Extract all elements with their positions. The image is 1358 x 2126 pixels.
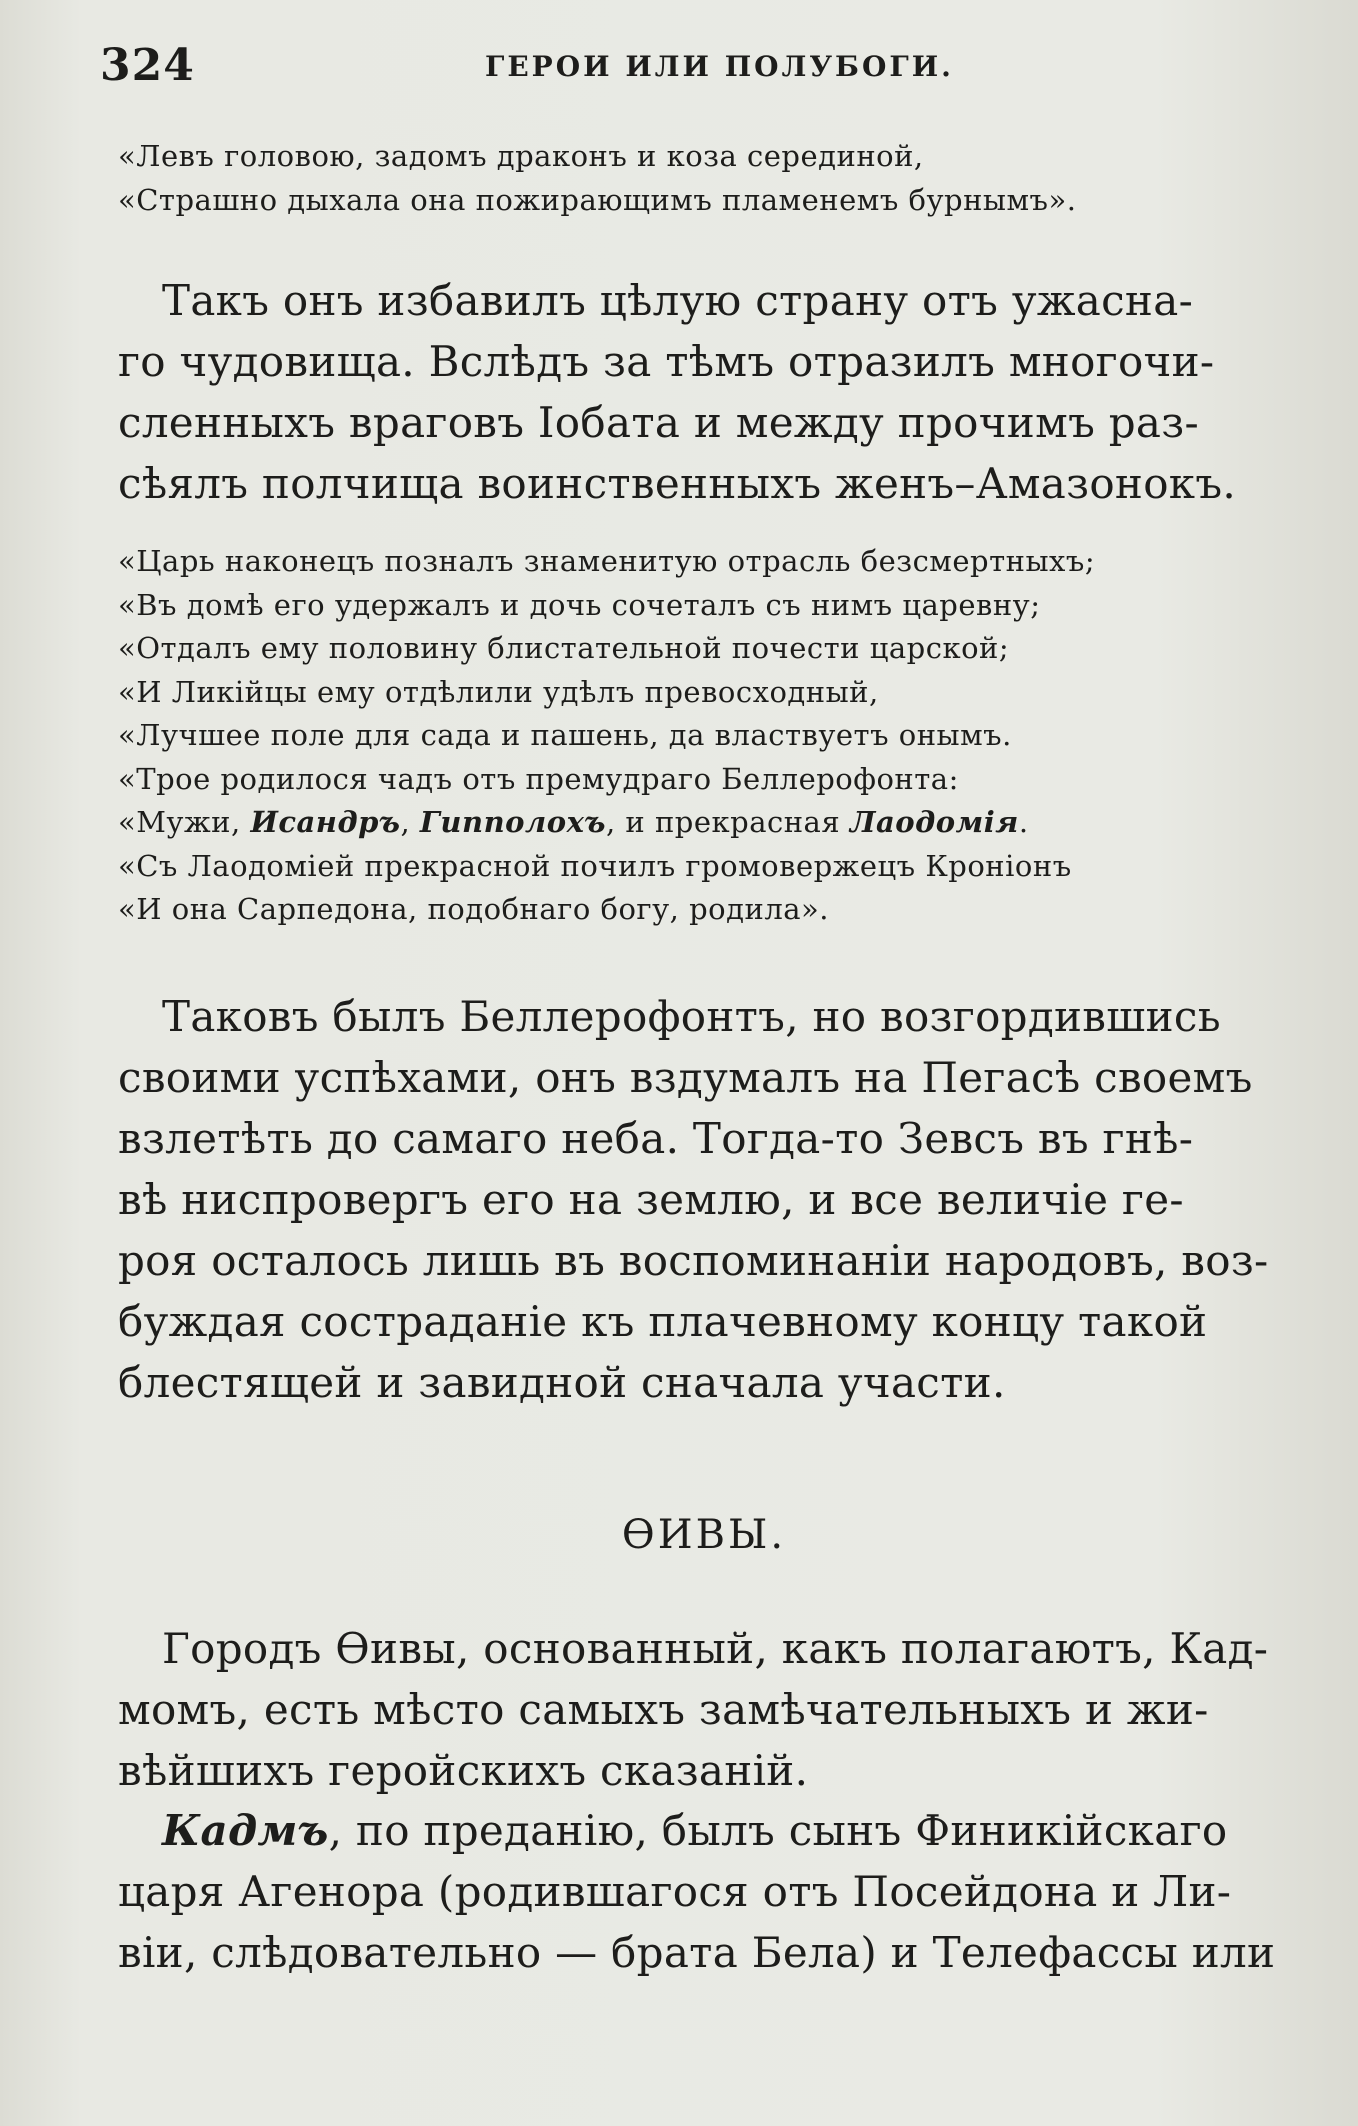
running-head: ГЕРОИ ИЛИ ПОЛУБОГИ. (485, 50, 954, 83)
verse-line: «И она Сарпедона, подобнаго богу, родила». (118, 892, 829, 926)
paragraph-1 (118, 270, 1278, 514)
verse-text: «Мужи, (118, 805, 251, 839)
text-line (118, 1800, 1278, 1861)
verse-line: «Съ Лаодоміей прекрасной почилъ громовержецъ Кроніонъ (118, 848, 1072, 883)
verse-line: «Царь наконецъ позналъ знаменитую отрасль безсмертныхъ; (118, 544, 1096, 578)
text-line: Городъ Ѳивы, основанный, какъ полагаютъ, Кад- (162, 1624, 1269, 1673)
page-number: 324 (100, 40, 195, 91)
verse-line: «Лучшее поле для сада и пашень, да властвуетъ онымъ. (118, 718, 1012, 752)
italic-name: Исандръ (250, 805, 401, 839)
paragraph-2 (118, 986, 1278, 1413)
verse-text: . (1018, 805, 1029, 839)
text-line: своими успѣхами, онъ вздумалъ на Пегасѣ своемъ (118, 1053, 1253, 1102)
verse-line: «Страшно дыхала она пожирающимъ пламенемъ бурнымъ». (118, 182, 1077, 217)
verse-text: , (400, 805, 420, 839)
italic-name: Гипполохъ (419, 805, 606, 839)
text-line: сѣялъ полчища воинственныхъ женъ–Амазонокъ. (118, 459, 1237, 508)
verse-line: «Отдалъ ему половину блистательной почести царской; (118, 631, 1010, 665)
text-line: момъ, есть мѣсто самыхъ замѣчательныхъ и жи- (118, 1685, 1209, 1734)
paragraph-3 (118, 1618, 1278, 1801)
section-title: ѲИВЫ. (621, 1512, 787, 1558)
paragraph-4 (118, 1800, 1278, 1983)
text-line: взлетѣть до самаго неба. Тогда-то Зевсъ въ гнѣ- (118, 1114, 1194, 1163)
text-line: віи, слѣдовательно — брата Бела) и Телефассы или (118, 1928, 1276, 1977)
verse-line: «И Ликійцы ему отдѣлили удѣлъ превосходный, (118, 674, 879, 709)
text-line: го чудовища. Вслѣдъ за тѣмъ отразилъ многочи- (118, 337, 1215, 386)
text-line: царя Агенора (родившагося отъ Посейдона и Ли- (118, 1867, 1232, 1916)
italic-name: Кадмъ (162, 1806, 329, 1855)
verse-line-with-names (118, 801, 1258, 845)
verse-line: «Трое родилося чадъ отъ премудраго Беллерофонта: (118, 761, 959, 796)
verse-line: «Левъ головою, задомъ драконъ и коза серединой, (118, 139, 924, 173)
text-line: блестящей и завидной сначала участи. (118, 1358, 1006, 1407)
text-line: сленныхъ враговъ Іобата и между прочимъ раз- (118, 398, 1199, 447)
text-line: буждая состраданіе къ плачевному концу такой (118, 1297, 1208, 1346)
text-run: , по преданію, былъ сынъ Финикійскаго (328, 1806, 1228, 1855)
text-line: Таковъ былъ Беллерофонтъ, но возгордившись (162, 992, 1221, 1041)
italic-name: Лаодомія (849, 805, 1019, 839)
verse-line: «Въ домѣ его удержалъ и дочь сочеталъ съ нимъ царевну; (118, 587, 1041, 622)
text-line: вѣйшихъ геройскихъ сказаній. (118, 1746, 809, 1795)
page-header (100, 40, 1280, 90)
text-line: роя осталось лишь въ воспоминаніи народовъ, воз- (118, 1236, 1269, 1285)
verse-text: , и прекрасная (605, 805, 850, 839)
text-line: Такъ онъ избавилъ цѣлую страну отъ ужасна- (162, 276, 1194, 325)
verse-quote-2 (118, 540, 1258, 932)
verse-quote-1 (118, 135, 1258, 222)
text-line: вѣ ниспровергъ его на землю, и все величіе ге- (118, 1175, 1184, 1224)
